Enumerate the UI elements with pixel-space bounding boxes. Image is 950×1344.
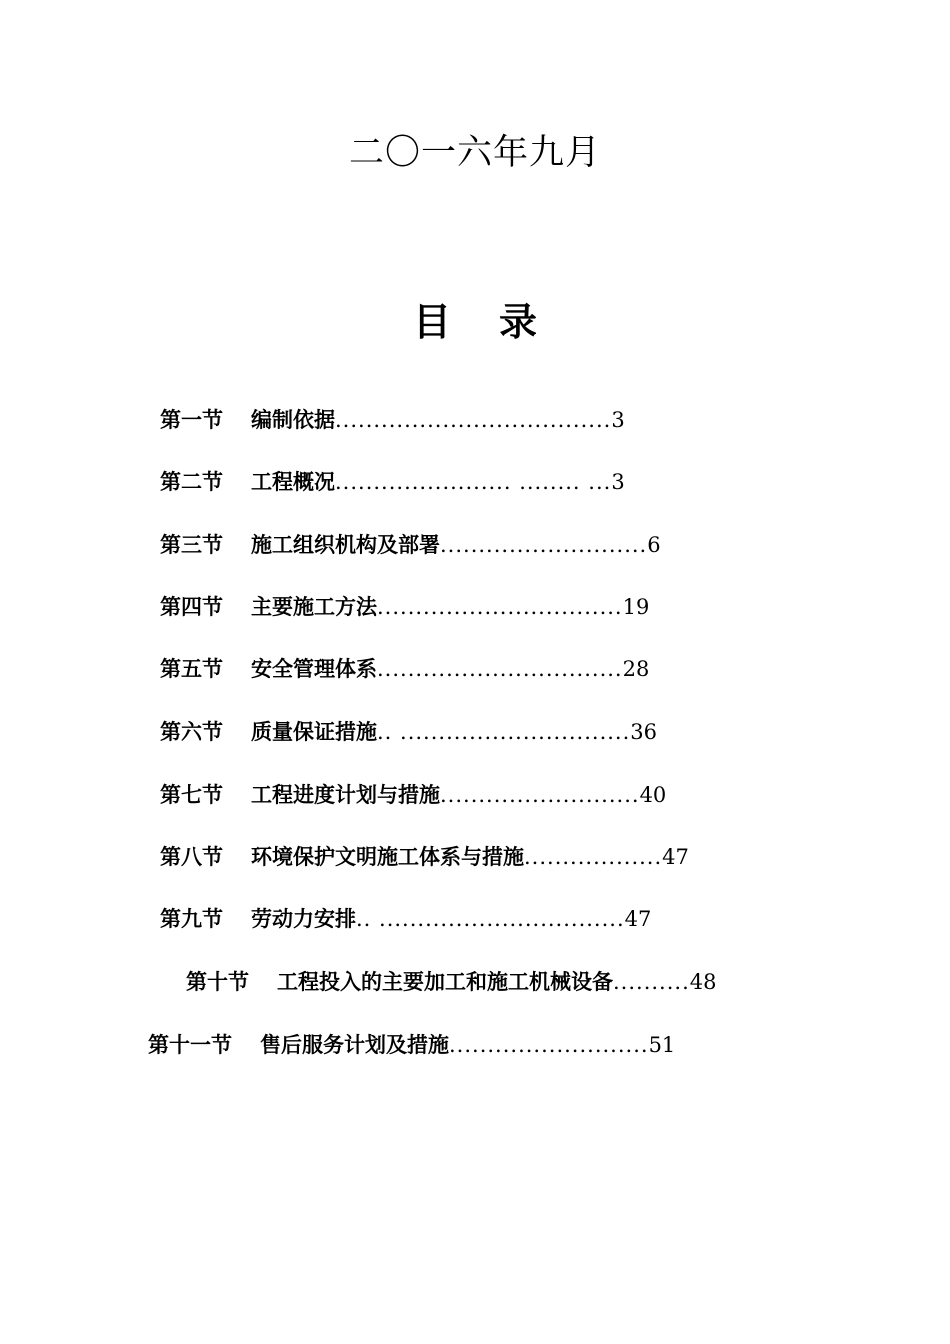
toc-entry-leader: ....................... ........ ... (335, 470, 612, 494)
toc-entry-page: 40 (639, 783, 667, 807)
toc-entry-page: 48 (689, 970, 717, 994)
toc-entry-6[interactable] (160, 717, 657, 747)
toc-entry-leader: .......................... (440, 783, 640, 807)
toc-entry-title: 劳动力安排 (251, 906, 356, 931)
toc-entry-leader: .................................... (335, 408, 612, 432)
toc-entry-section: 第十节 (186, 969, 249, 994)
toc-entry-7[interactable] (160, 780, 666, 810)
toc-entry-title: 编制依据 (251, 407, 335, 432)
toc-entry-title: 施工组织机构及部署 (251, 532, 440, 557)
toc-entry-3[interactable] (160, 530, 661, 560)
toc-entry-section: 第六节 (160, 719, 223, 744)
toc-entry-page: 47 (662, 845, 689, 869)
toc-entry-2[interactable] (160, 467, 625, 497)
toc-entry-leader: .......... (613, 970, 690, 994)
toc-entry-leader: .......................... (449, 1033, 649, 1057)
toc-entry-title: 工程投入的主要加工和施工机械设备 (277, 969, 613, 994)
toc-entry-leader: .. ................................ (356, 907, 625, 931)
toc-entry-leader: .. .............................. (377, 720, 631, 744)
toc-entry-page: 6 (647, 533, 661, 557)
document-date: 二〇一六年九月 (348, 133, 601, 173)
toc-entry-title: 主要施工方法 (251, 594, 377, 619)
toc-entry-section: 第四节 (160, 594, 223, 619)
toc-entry-section: 第一节 (160, 407, 223, 432)
toc-entry-page: 19 (622, 595, 650, 619)
toc-entry-4[interactable] (160, 592, 649, 622)
toc-entry-section: 第二节 (160, 469, 223, 494)
toc-entry-11[interactable] (148, 1030, 675, 1060)
toc-entry-leader: ................................ (377, 595, 623, 619)
toc-entry-section: 第八节 (160, 844, 223, 869)
toc-entry-title: 安全管理体系 (251, 656, 377, 681)
toc-entry-title: 工程概况 (251, 469, 335, 494)
toc-entry-10[interactable] (186, 967, 717, 997)
toc-entry-page: 47 (624, 907, 652, 931)
toc-entry-page: 3 (611, 408, 625, 432)
toc-entry-5[interactable] (160, 654, 649, 684)
toc-entry-1[interactable] (160, 405, 625, 435)
toc-entry-leader: .................. (524, 845, 663, 869)
toc-entry-page: 3 (611, 470, 625, 494)
toc-entry-section: 第三节 (160, 532, 223, 557)
toc-entry-leader: ................................ (377, 657, 623, 681)
toc-entry-title: 工程进度计划与措施 (251, 782, 440, 807)
toc-entry-section: 第九节 (160, 906, 223, 931)
toc-entry-leader: ........................... (440, 533, 648, 557)
toc-entry-section: 第五节 (160, 656, 223, 681)
toc-entry-9[interactable] (160, 904, 651, 934)
toc-entry-section: 第七节 (160, 782, 223, 807)
toc-entry-title: 质量保证措施 (251, 719, 377, 744)
toc-entry-8[interactable] (160, 842, 689, 872)
toc-heading-part1: 目 (412, 299, 451, 344)
toc-entry-title: 环境保护文明施工体系与措施 (251, 844, 524, 869)
toc-entry-page: 28 (622, 657, 650, 681)
toc-heading-part2: 录 (499, 299, 538, 344)
toc-entry-section: 第十一节 (148, 1032, 232, 1057)
toc-entry-page: 51 (648, 1033, 676, 1057)
toc-heading (0, 296, 950, 348)
toc-entry-title: 售后服务计划及措施 (260, 1032, 449, 1057)
toc-entry-page: 36 (630, 720, 658, 744)
